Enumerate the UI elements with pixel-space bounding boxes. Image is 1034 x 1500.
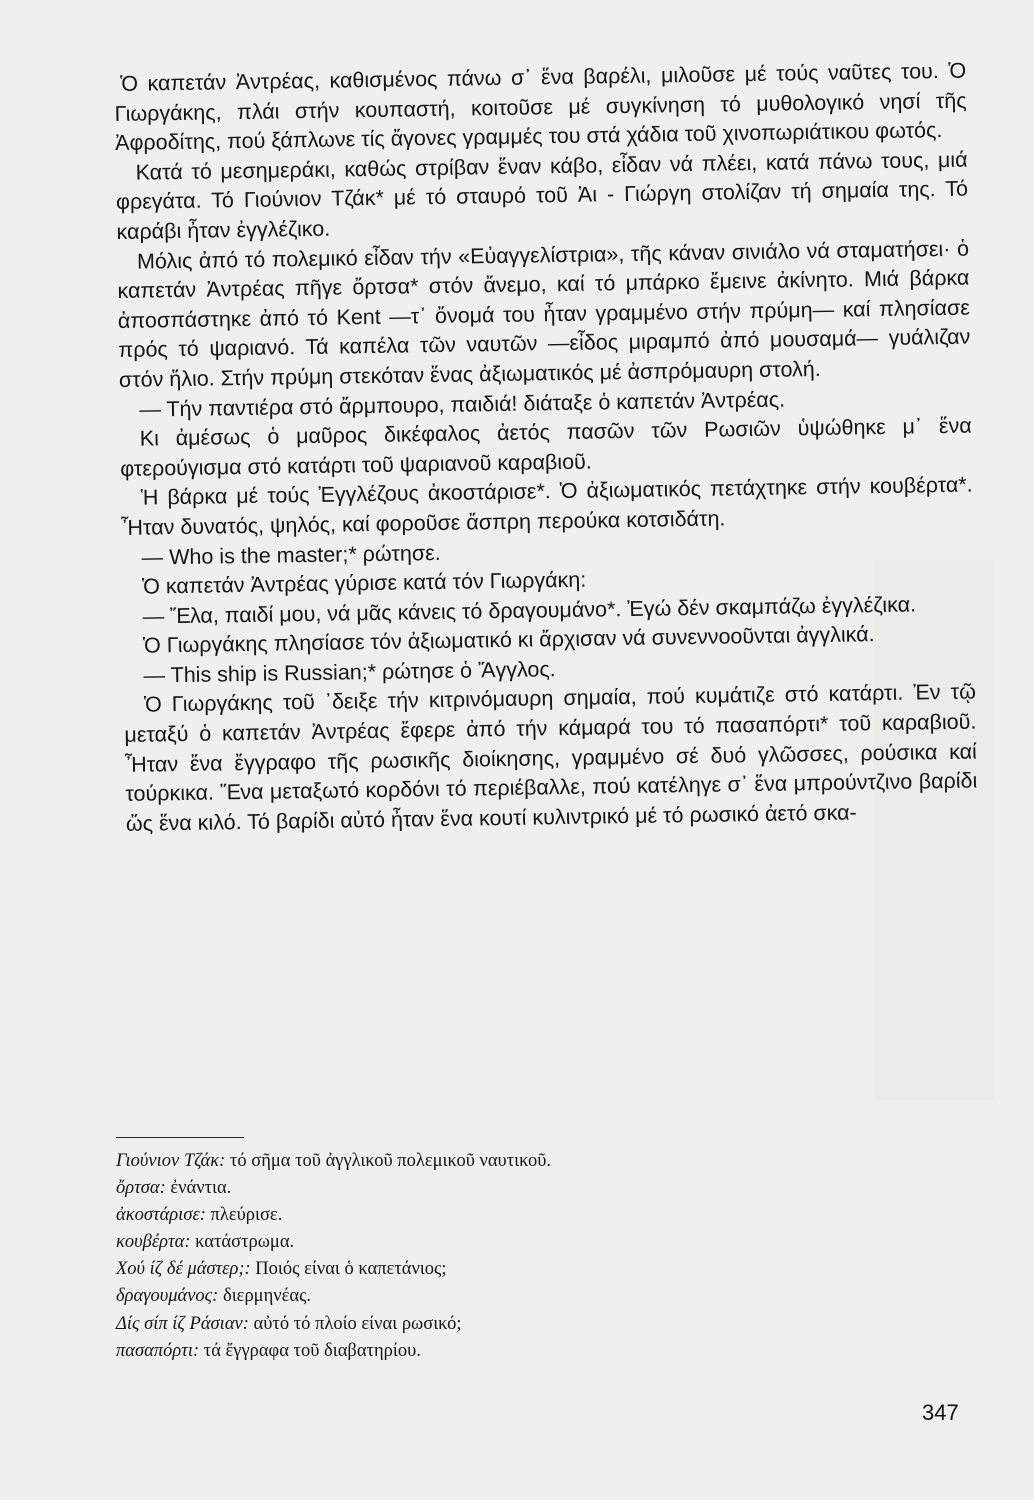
footnote-definition: τά ἔγγραφα τοῦ διαβατηρίου. (203, 1340, 421, 1361)
footnote-term: Χού ίζ δέ μάστερ;: (116, 1259, 251, 1280)
footnote-term: κουβέρτα: (116, 1232, 191, 1253)
paragraph: Ὁ καπετάν Ἀντρέας γύρισε κατά τόν Γιωργάκη: (141, 567, 587, 599)
paragraph: Ἡ βάρκα μέ τούς Ἐγγλέζους ἀκοστάρισε*. Ὁ ἀξιωματικός πετάχτηκε στήν κουβέρτα*. Ἦταν δυνατός, ψηλός, καί φοροῦσε ἄσπρη περούκα κοτσιδάτη. (121, 472, 973, 540)
footnote (116, 1311, 936, 1338)
footnote-definition: διερμηνέας. (222, 1286, 312, 1307)
dialogue-line: — Who is the master;* ρώτησε. (141, 540, 441, 570)
footnote-term: δραγουμάνος: (116, 1286, 219, 1307)
footnote-definition: κατάστρωμα. (195, 1232, 295, 1253)
footnote-term: ὄρτσα: (116, 1178, 166, 1199)
footnote-definition: αὐτό τό πλοίο είναι ρωσικό; (253, 1313, 462, 1334)
paragraph: Μόλις ἀπό τό πολεμικό εἶδαν τήν «Εὐαγγελίστρια», τῆς κάναν σινιάλο νά σταματήσει· ὁ καπετάν Ἀντρέας πῆγε ὄρτσα* στόν ἄνεμο, καί τό μπάρκο ἔμεινε ἀκίνητο. Μιά βάρκα ἀποσπάστηκε ἀπό τό Kent —τ᾽ ὄνομά του ἦταν γραμμένο στήν πρύμη— καί πλησίασε πρός τό ψαριανό. Τά καπέλα τῶν ναυτῶν —εἶδος μιραμπό ἀπό μουσαμά— γυάλιζαν στόν ἥλιο. Στήν πρύμη στεκόταν ἕνας ἀξιωματικός μέ ἀσπρόμαυρη στολή. (117, 236, 971, 392)
footnote-definition: πλεύρισε. (210, 1205, 283, 1226)
dialogue-line: — Ἔλα, παιδί μου, νά μᾶς κάνεις τό δραγουμάνο*. Ἐγώ δέν σκαμπάζω ἐγγλέζικα. (142, 592, 917, 629)
footnote-term: ἀκοστάρισε: (116, 1205, 206, 1226)
footnote (116, 1256, 936, 1283)
paragraph: Ὁ Γιωργάκης πλησίασε τόν ἀξιωματικό κι ἄρχισαν νά συνεννοοῦνται ἀγγλικά. (142, 622, 875, 658)
paragraph: Ὁ καπετάν Ἀντρέας, καθισμένος πάνω σ᾽ ἕνα βαρέλι, μιλοῦσε μέ τούς ναῦτες του. Ὁ Γιωργάκης, πλάι στήν κουπαστή, κοιτοῦσε μέ συγκίνηση τό μυθολογικό νησί τῆς Ἀφροδίτης, πού ξάπλωνε τίς ἄγονες γραμμές του στά χάδια τοῦ χινοπωριάτικου φωτός. (114, 58, 967, 156)
paragraph: Κι ἀμέσως ὁ μαῦρος δικέφαλος ἀετός πασῶν τῶν Ρωσιῶν ὑψώθηκε μ᾽ ἕνα φτερούγισμα στό κατάρτι τοῦ ψαριανοῦ καραβιοῦ. (120, 413, 972, 481)
footnote (116, 1338, 936, 1365)
footnote-term: Γιούνιον Τζάκ: (116, 1151, 226, 1171)
footnote-term: Δίς σίπ ίζ Ράσιαν: (116, 1313, 249, 1334)
main-text (114, 57, 978, 840)
page-number: 347 (922, 1400, 959, 1425)
footnote-definition: τό σῆμα τοῦ ἀγγλικοῦ πολεμικοῦ ναυτικοῦ. (229, 1151, 552, 1171)
dialogue-line: — Τήν παντιέρα στό ἄρμπουρο, παιδιά! διάταξε ὁ καπετάν Ἀντρέας. (139, 387, 786, 422)
footnote (116, 1202, 936, 1229)
paragraph: Ὁ Γιωργάκης τοῦ ᾽δειξε τήν κιτρινόμαυρη σημαία, πού κυμάτιζε στό κατάρτι. Ἐν τῷ μεταξύ ὁ καπετάν Ἀντρέας ἔφερε ἀπό τήν κάμαρά του τό πασαπόρτι* τοῦ καραβιοῦ. Ἦταν ἕνα ἔγγραφο τῆς ρωσικῆς διοίκησης, γραμμένο σέ δυό γλῶσσες, ρούσικα καί τούρκικα. Ἕνα μεταξωτό κορδόνι τό περιέβαλλε, πού κατέληγε σ᾽ ἕνα μπρούντζινο βαρίδι ὥς ἕνα κιλό. Τό βαρίδι αὐτό ἦταν ἕνα κουτί κυλιντρικό μέ τό ρωσικό ἀετό σκα- (124, 680, 978, 836)
footnote-divider (116, 1137, 244, 1138)
dialogue-line: — This ship is Russian;* ρώτησε ὁ Ἄγγλος. (143, 657, 556, 688)
footnote (116, 1148, 936, 1175)
footnote (116, 1283, 936, 1310)
footnote-term: πασαπόρτι: (116, 1340, 200, 1361)
footnote-definition: Ποιός είναι ὁ καπετάνιος; (255, 1259, 447, 1280)
footnote (116, 1229, 936, 1256)
footnotes (116, 1148, 936, 1365)
paragraph: Κατά τό μεσημεράκι, καθώς στρίβαν ἕναν κάβο, εἶδαν νά πλέει, κατά πάνω τους, μιά φρεγάτα. Τό Γιούνιον Τζάκ* μέ τό σταυρό τοῦ Ἁι - Γιώργη στολίζαν τή σημαία της. Τό καράβι ἦταν ἐγγλέζικο. (115, 147, 969, 244)
footnote (116, 1175, 936, 1202)
footnote-definition: ἐνάντια. (170, 1178, 232, 1199)
